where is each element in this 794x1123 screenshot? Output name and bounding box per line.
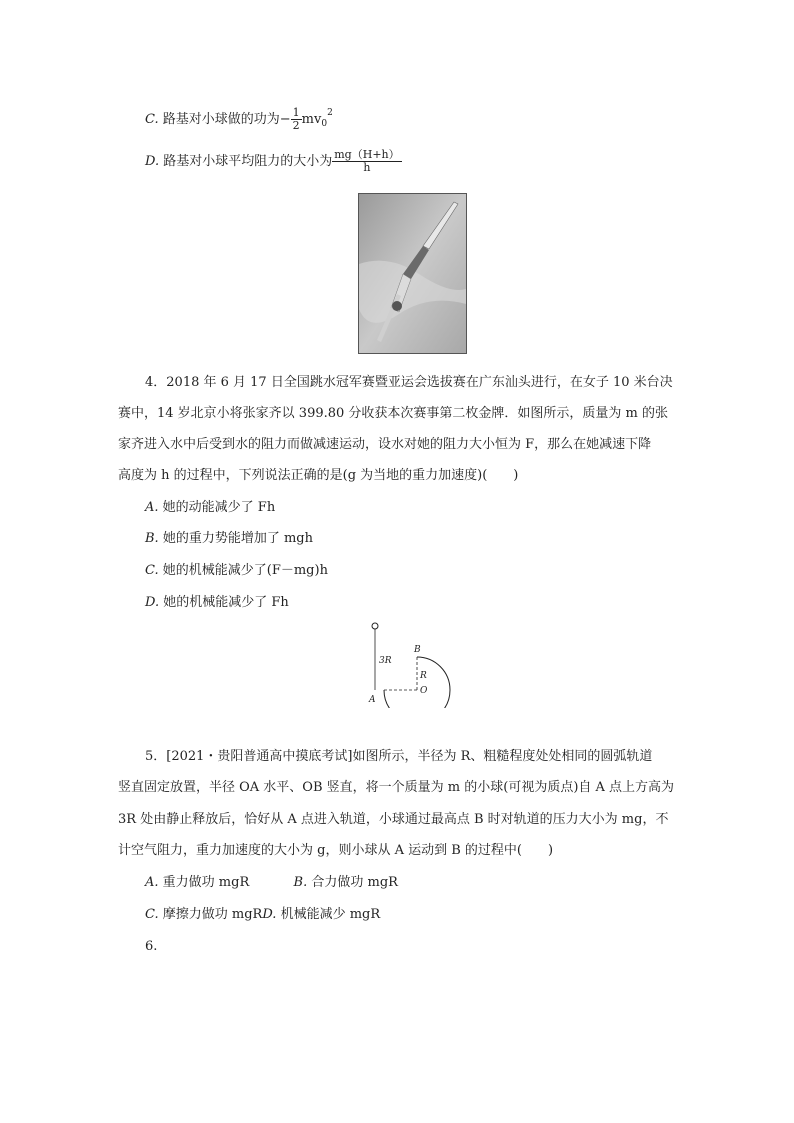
- q5-line-3: 3R 处由静止释放后，恰好从 A 点进入轨道，小球通过最高点 B 时对轨道的压力大小为 mg，不: [118, 812, 669, 827]
- q4-option-d: D. 她的机械能减少了 Fh: [145, 595, 289, 610]
- option-c-q3: [145, 107, 333, 132]
- q5-option-ab: A. 重力做功 mgR B. 合力做功 mgR: [145, 875, 398, 890]
- label-a: A: [369, 695, 376, 705]
- q5-option-cd: C. 摩擦力做功 mgRD. 机械能减少 mgR: [145, 907, 381, 922]
- option-tail: mv: [301, 112, 322, 127]
- fraction: $\frac{mg(H+h)}{h}$: [334, 148, 400, 174]
- diver-photo: [358, 193, 467, 354]
- q6-number: 6.: [145, 939, 158, 954]
- q5-line-4: 计空气阻力，重力加速度的大小为 g，则小球从 A 运动到 B 的过程中( ): [118, 843, 554, 858]
- track-diagram: [360, 618, 470, 708]
- option-label: C.: [145, 112, 159, 127]
- option-d-q3: [145, 149, 402, 174]
- q4-line-2: 赛中，14 岁北京小将张家齐以 399.80 分收获本次赛事第二枚金牌．如图所示，质量为 m 的张: [118, 406, 669, 421]
- q4-line-1: 4．2018 年 6 月 17 日全国跳水冠军赛暨亚运会选拔赛在广东汕头进行，在女子 10 米台决: [145, 375, 673, 390]
- q4-line-4: 高度为 h 的过程中，下列说法正确的是(g 为当地的重力加速度)( ): [118, 468, 519, 483]
- q4-option-c: C. 她的机械能减少了(F－mg)h: [145, 563, 328, 578]
- option-text: 路基对小球平均阻力的大小为: [163, 154, 333, 169]
- ball: [372, 623, 378, 629]
- q5-line-1: 5．[2021・贵阳普通高中摸底考试]如图所示，半径为 R、粗糙程度处处相同的圆弧轨道: [145, 749, 653, 764]
- q5-line-2: 竖直固定放置，半径 OA 水平、OB 竖直，将一个质量为 m 的小球(可视为质点)自 A 点上方高为: [118, 780, 675, 795]
- label-o: O: [420, 686, 428, 696]
- q4-option-a: A. 她的动能减少了 Fh: [145, 500, 276, 515]
- label-3r: 3R: [379, 656, 392, 666]
- label-b: B: [414, 645, 421, 655]
- label-r: R: [420, 671, 427, 681]
- q4-option-b: B. 她的重力势能增加了 mgh: [145, 531, 313, 546]
- superscript: 2: [327, 108, 333, 118]
- fraction: $\frac{1}{2}$: [292, 106, 300, 132]
- q4-line-3: 家齐进入水中后受到水的阻力而做减速运动，设水对她的阻力大小恒为 F，那么在她减速下降: [118, 437, 652, 452]
- subscript: 0: [321, 119, 328, 129]
- option-text: 路基对小球做的功为−: [162, 112, 291, 127]
- option-label: D.: [145, 154, 160, 169]
